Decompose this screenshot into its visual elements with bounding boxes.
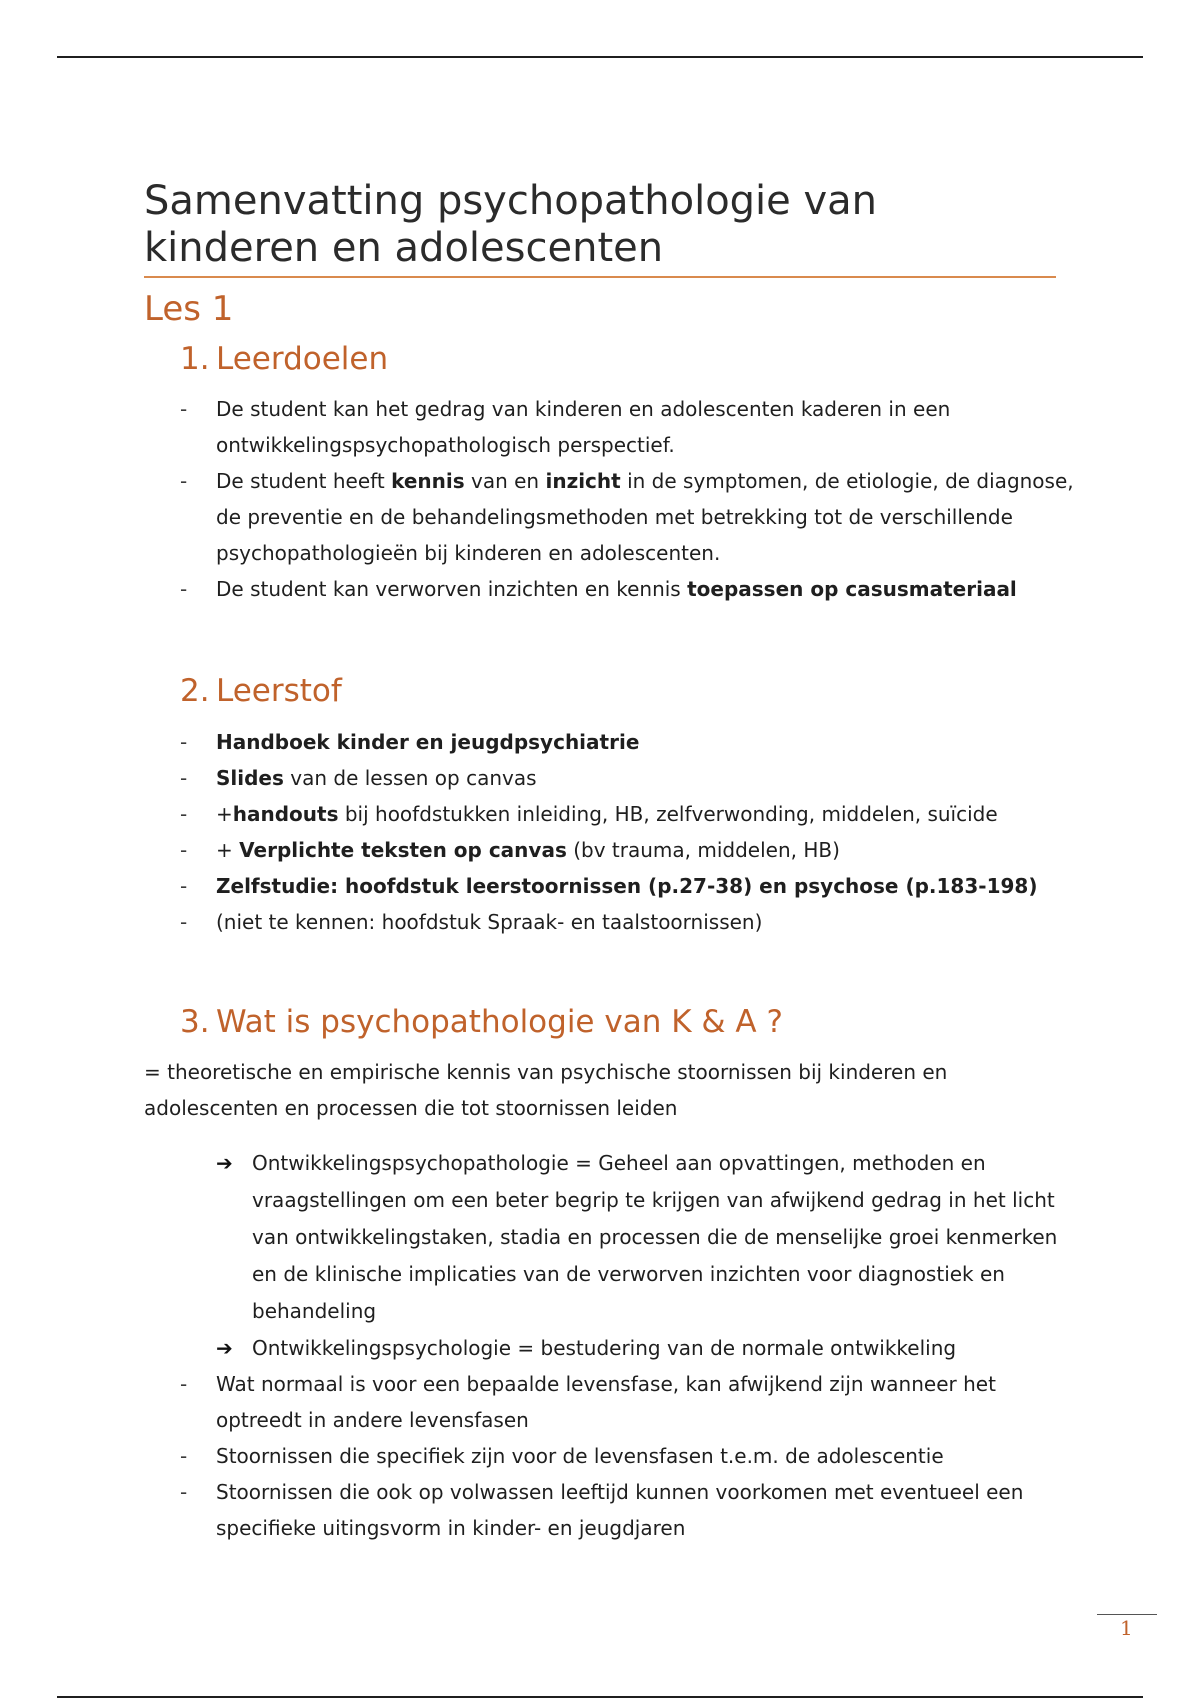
dash-bullet: - [180,1372,188,1396]
title-underline [144,276,1056,278]
definition-paragraph: = theoretische en empirische kennis van psychische stoornissen bij kinderen en adolescenten en processen die tot stoornissen leiden [144,1060,948,1120]
section-number: 2. [180,673,210,709]
list-item [180,796,1086,832]
list-item [180,463,1086,571]
arrow-item-text: Ontwikkelingspsychopathologie = Geheel aan opvattingen, methoden en vraagstellingen om een beter begrip te krijgen van afwijkend gedrag in het licht van ontwikkelingstaken, stadia en processen die de menselijke groei kenmerken en de klinische implicaties van de verworven inzichten voor diagnostiek en behandeling [252,1151,1058,1323]
leerdoelen-list [180,391,1086,607]
section-number: 3. [180,1004,210,1040]
les-heading: Les 1 [144,289,234,329]
list-item-text: in de symptomen, de etiologie, de diagnose, de preventie en de behandelingsmethoden met betrekking tot de verschillende psychopathologieën bij kinderen en adolescenten. [216,469,1074,565]
list-item [180,832,1086,868]
bold-text: Zelfstudie: hoofdstuk leerstoornissen (p.27-38) en psychose (p.183-198) [216,874,1038,898]
bold-text: toepassen op casusmateriaal [687,577,1017,601]
dash-bullet: - [180,802,188,826]
arrow-item [216,1145,1082,1330]
list-item [180,868,1056,904]
list-item [180,724,1086,760]
list-item-text: Stoornissen die ook op volwassen leeftijd kunnen voorkomen met eventueel een specifieke uitingsvorm in kinder- en jeugdjaren [216,1480,1024,1540]
section-title: Leerdoelen [216,341,389,377]
wat-is-list [180,1366,1086,1546]
arrow-item-text: Ontwikkelingspsychologie = bestudering van de normale ontwikkeling [252,1336,957,1360]
bold-text: Slides [216,766,284,790]
dash-bullet: - [180,577,188,601]
leerstof-list [180,724,1086,940]
list-item-text: Wat normaal is voor een bepaalde levensfase, kan afwijkend zijn wanneer het optreedt in andere levensfasen [216,1372,996,1432]
list-item-text: + [216,838,240,862]
list-item [180,1438,1086,1474]
section-heading-leerstof [180,671,342,711]
list-item-text: (bv trauma, middelen, HB) [566,838,840,862]
arrow-list [216,1145,1082,1367]
list-item-text: Stoornissen die specifiek zijn voor de levensfasen t.e.m. de adolescentie [216,1444,944,1468]
bold-text: kennis [391,469,465,493]
dash-bullet: - [180,766,188,790]
list-item-text: (niet te kennen: hoofdstuk Spraak- en taalstoornissen) [216,910,763,934]
list-item [180,1366,1086,1438]
bold-text: inzicht [545,469,621,493]
list-item [180,391,1086,463]
list-item-text: van en [464,469,546,493]
list-item [180,571,1056,607]
dash-bullet: - [180,469,188,493]
header-rule [57,56,1143,58]
document-title: Samenvatting psychopathologie van kinderen en adolescenten [144,178,878,271]
bold-text: Verplichte teksten op canvas [239,838,567,862]
list-item [180,760,1086,796]
bold-text: Handboek kinder en jeugdpsychiatrie [216,730,640,754]
list-item-text: + [216,802,233,826]
list-item-text: bij hoofdstukken inleiding, HB, zelfverwonding, middelen, suïcide [338,802,998,826]
dash-bullet: - [180,1444,188,1468]
section-heading-wat-is [180,1002,783,1042]
dash-bullet: - [180,397,188,421]
page-number: 1 [1120,1616,1133,1640]
arrow-right-icon: ➔ [216,1336,233,1360]
footer-rule [57,1696,1143,1698]
list-item-text: De student kan verworven inzichten en kennis [216,577,688,601]
section-title: Leerstof [216,673,342,709]
dash-bullet: - [180,910,188,934]
section-title: Wat is psychopathologie van K & A ? [216,1004,783,1040]
arrow-item [216,1330,1082,1367]
section-heading-leerdoelen [180,339,388,379]
section-number: 1. [180,341,210,377]
list-item-text: De student heeft [216,469,392,493]
arrow-right-icon: ➔ [216,1151,233,1175]
dash-bullet: - [180,874,188,898]
dash-bullet: - [180,1480,188,1504]
list-item-text: van de lessen op canvas [283,766,537,790]
list-item-text: De student kan het gedrag van kinderen en adolescenten kaderen in een ontwikkelingspsychopathologisch perspectief. [216,397,951,457]
dash-bullet: - [180,838,188,862]
page-number-rule [1097,1614,1157,1615]
dash-bullet: - [180,730,188,754]
bold-text: handouts [232,802,339,826]
list-item [180,1474,1086,1546]
list-item [180,904,1086,940]
